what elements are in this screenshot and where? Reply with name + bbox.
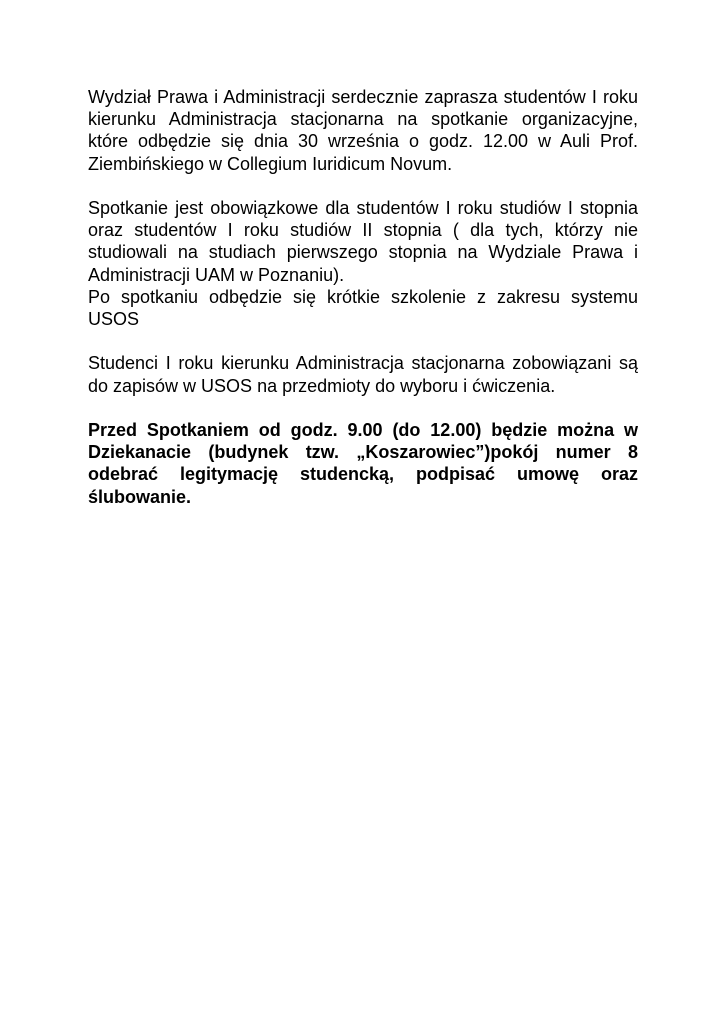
paragraph-spacer: [88, 397, 638, 419]
document-body: [88, 86, 638, 508]
mandatory-attendance-paragraph: Spotkanie jest obowiązkowe dla studentów I roku studiów I stopnia oraz studentów I roku studiów II stopnia ( dla tych, którzy nie studiowali na studiach pierwszego stopnia na Wydziale Prawa i Administracji UAM w Poznaniu).: [88, 198, 638, 285]
paragraph-spacer: [88, 175, 638, 197]
training-paragraph: Po spotkaniu odbędzie się krótkie szkolenie z zakresu systemu USOS: [88, 286, 638, 330]
paragraph-spacer: [88, 330, 638, 352]
before-meeting-paragraph: Przed Spotkaniem od godz. 9.00 (do 12.00) będzie można w Dziekanacie (budynek tzw. „Koszarowiec”)pokój numer 8 odebrać legitymację studencką, podpisać umowę oraz ślubowanie.: [88, 420, 638, 507]
enrollment-paragraph: Studenci I roku kierunku Administracja stacjonarna zobowiązani są do zapisów w USOS na przedmioty do wyboru i ćwiczenia.: [88, 353, 638, 396]
invitation-paragraph: Wydział Prawa i Administracji serdecznie zaprasza studentów I roku kierunku Administracja stacjonarna na spotkanie organizacyjne, które odbędzie się dnia 30 września o godz. 12.00 w Auli Prof. Ziembińskiego w Collegium Iuridicum Novum.: [88, 87, 638, 174]
